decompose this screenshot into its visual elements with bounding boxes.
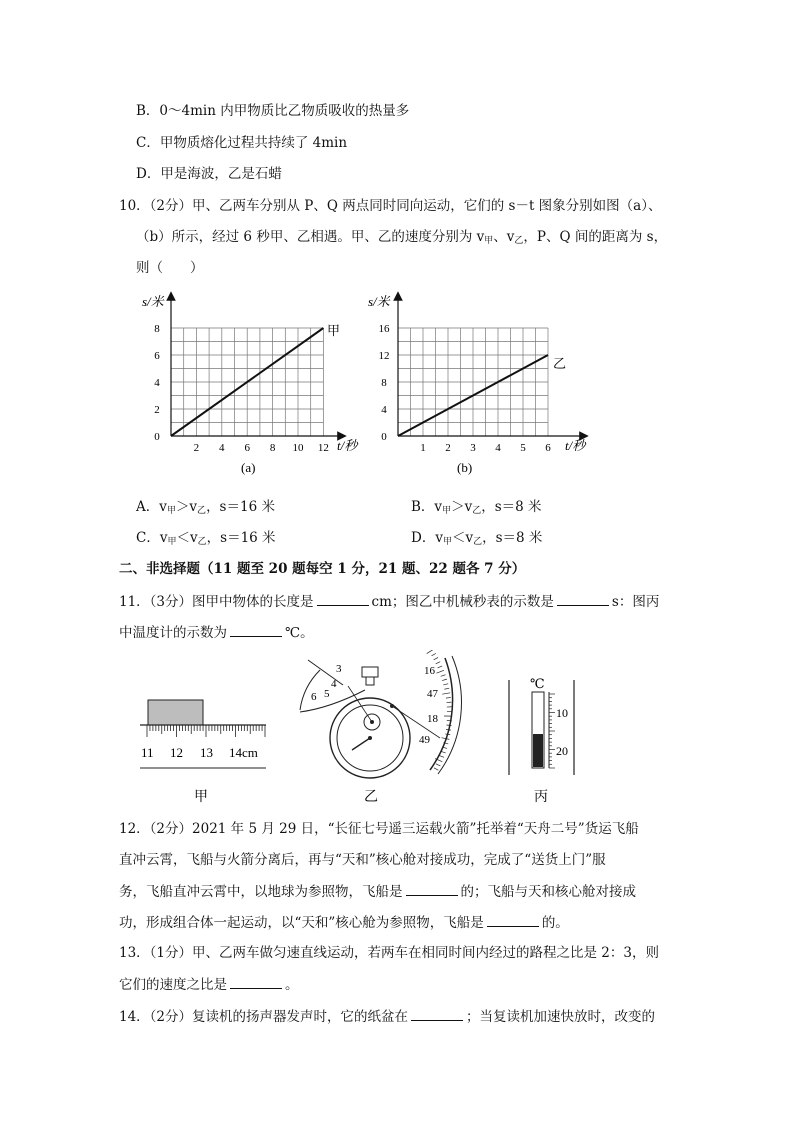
q12-line4: 功，形成组合体一起运动，以“天和”核心舱为参照物，飞船是 的。 — [119, 912, 569, 933]
x-tick-label: 4 — [495, 442, 501, 454]
stopwatch-small-6: 6 — [311, 691, 317, 703]
dial-tick — [443, 684, 448, 685]
q10-graphs — [0, 290, 794, 500]
y-tick-label: 4 — [381, 404, 387, 416]
q11-blank-3[interactable] — [230, 622, 282, 637]
q10-option-c: C．$v_甲<v_乙$，s＝16 米 — [136, 530, 276, 547]
x-tick-label: 12 — [317, 442, 329, 454]
x-tick-label: 2 — [445, 442, 451, 454]
graph-a-xlabel: t/秒 — [337, 438, 358, 453]
q11-figure — [0, 650, 794, 810]
q12-line1: 12．（2分）2021 年 5 月 29 日，“长征七号遥三运载火箭”托举着“天舟二号”货运飞船 — [119, 821, 639, 837]
graph-a — [142, 294, 360, 475]
stopwatch-leader-dot-1 — [370, 720, 374, 724]
x-tick-label: 1 — [420, 442, 426, 454]
dial-tick — [446, 697, 451, 698]
x-tick-label: 2 — [193, 442, 200, 454]
dial-tick — [441, 751, 446, 753]
dial-tick — [445, 734, 450, 735]
x-tick-label: 6 — [244, 442, 250, 454]
y-tick-label: 8 — [381, 377, 387, 389]
stopwatch-small-4: 4 — [331, 678, 337, 690]
graph-a-caption: (a) — [241, 460, 256, 475]
y-tick-label: 0 — [154, 431, 160, 443]
ruler-ticks — [147, 725, 265, 737]
q13-line2: 它们的速度之比是 。 — [119, 974, 299, 995]
graph-b-caption: (b) — [457, 460, 473, 475]
stopwatch-small-5: 5 — [324, 688, 330, 700]
graph-a-ylabel: s/米 — [142, 294, 164, 309]
x-tick-label: 6 — [545, 442, 551, 454]
dial-tick — [432, 653, 436, 655]
q10-option-d: D．$v_甲<v_乙$，s＝8 米 — [411, 530, 543, 547]
q14-blank-1[interactable] — [411, 1006, 463, 1021]
x-tick-label: 10 — [292, 442, 304, 454]
stopwatch-leader-dot-2 — [390, 704, 394, 708]
caption-yi: 乙 — [364, 790, 378, 805]
q9-option-b: B．0～4min 内甲物质比乙物质吸收的热量多 — [136, 103, 410, 119]
caption-bing: 丙 — [534, 790, 548, 805]
dial-tick — [444, 688, 449, 689]
y-tick-label: 16 — [378, 323, 390, 335]
ruler — [140, 700, 266, 768]
dial-tick — [434, 768, 438, 770]
dial-tick — [427, 650, 434, 654]
q12-blank-2[interactable] — [487, 912, 539, 927]
dial-tick — [434, 657, 438, 659]
graph-b-ylabel: s/米 — [368, 294, 390, 309]
y-tick-label: 0 — [381, 431, 387, 443]
q10-option-b: B．$v_甲>v_乙$，s＝8 米 — [411, 499, 542, 516]
caption-jia: 甲 — [194, 790, 208, 805]
graph-b-ticks — [379, 323, 552, 454]
q9-option-d: D．甲是海波，乙是石蜡 — [136, 166, 282, 182]
q13-line1: 13．（1分）甲、乙两车做匀速直线运动，若两车在相同时间内经过的路程之比是 2：3，则 — [119, 945, 659, 961]
graph-b-grid — [398, 328, 548, 436]
dial-tick — [441, 675, 446, 677]
graph-b-xlabel: t/秒 — [565, 438, 586, 453]
dial-tick — [436, 662, 441, 664]
dial-tick — [442, 693, 450, 694]
x-tick-label: 8 — [269, 442, 276, 454]
q12-line2: 直冲云霄，飞船与火箭分离后，再与“天和”核心舱对接成功，完成了“送货上门”服 — [119, 852, 606, 868]
q13-blank-1[interactable] — [230, 974, 282, 989]
stopwatch-small-3: 3 — [336, 663, 342, 675]
y-tick-label: 6 — [154, 350, 160, 362]
y-tick-label: 12 — [378, 350, 390, 362]
thermometer-label-10: 10 — [556, 706, 568, 720]
graph-b-line-label: 乙 — [553, 356, 567, 371]
stopwatch-stem — [366, 677, 374, 685]
graph-a-line-label: 甲 — [327, 323, 341, 338]
stopwatch-big-47: 47 — [427, 688, 438, 700]
y-tick-label: 4 — [154, 377, 160, 389]
stopwatch-big-18: 18 — [427, 713, 438, 725]
ruler-label-14cm: 14cm — [229, 745, 258, 760]
q14-line1: 14．（2分）复读机的扬声器发声时，它的纸盆在 ；当复读机加速快放时，改变的 — [119, 1006, 655, 1027]
q10-stem-line2: （b）所示，经过 6 秒甲、乙相遇。甲、乙的速度分别为 $v_甲$、$v_乙$，P、Q 间的距离为 s， — [136, 229, 668, 246]
ruler-label-12: 12 — [170, 745, 183, 760]
dial-tick — [439, 756, 444, 758]
dial-tick — [446, 729, 451, 730]
dial-tick — [436, 670, 443, 673]
q9-option-c: C．甲物质熔化过程共持续了 4min — [136, 135, 348, 151]
y-tick-label: 2 — [154, 404, 160, 416]
stopwatch-crown — [362, 667, 378, 677]
stopwatch-small-dial-arc — [300, 670, 320, 710]
stopwatch-big-49: 49 — [419, 734, 430, 746]
q10-stem-line3: 则（ ） — [136, 260, 204, 276]
ruler-label-11: 11 — [141, 745, 154, 760]
y-tick-label: 8 — [154, 323, 160, 335]
graph-b — [368, 294, 588, 475]
q11-line2: 中温度计的示数为 ℃。 — [119, 622, 314, 643]
thermometer — [509, 676, 574, 775]
x-tick-label: 4 — [219, 442, 225, 454]
thermometer-liquid — [533, 734, 543, 767]
thermometer-ticks — [549, 694, 555, 768]
q11-blank-1[interactable] — [317, 591, 369, 606]
q11-line1: 11．（3分）图甲中物体的长度是 cm；图乙中机械秒表的示数是 s：图丙 — [119, 591, 659, 612]
x-tick-label: 5 — [520, 442, 526, 454]
thermometer-label-20: 20 — [556, 744, 568, 758]
q10-stem-line1: 10．（2分）甲、乙两车分别从 P、Q 两点同时同向运动，它们的 s－t 图象分别如图（a）、 — [119, 198, 662, 214]
section-2-title: 二、非选择题（11 题至 20 题每空 1 分，21 题、22 题各 7 分） — [119, 561, 526, 577]
dial-tick — [442, 679, 447, 680]
q12-blank-1[interactable] — [406, 881, 458, 896]
stopwatch — [300, 650, 461, 778]
x-tick-label: 3 — [470, 442, 476, 454]
q11-blank-2[interactable] — [557, 591, 609, 606]
thermometer-unit: ℃ — [530, 676, 545, 691]
dial-tick — [436, 764, 441, 766]
stopwatch-center-dot — [368, 736, 372, 740]
stopwatch-big-16: 16 — [424, 665, 435, 677]
ruler-object-block — [148, 700, 203, 725]
dial-tick — [438, 666, 443, 668]
q10-option-a: A．$v_甲>v_乙$，s＝16 米 — [136, 499, 275, 516]
q12-line3: 务，飞船直冲云霄中，以地球为参照物，飞船是 的；飞船与天和核心舱对接成 — [119, 881, 636, 902]
ruler-label-13: 13 — [200, 745, 213, 760]
